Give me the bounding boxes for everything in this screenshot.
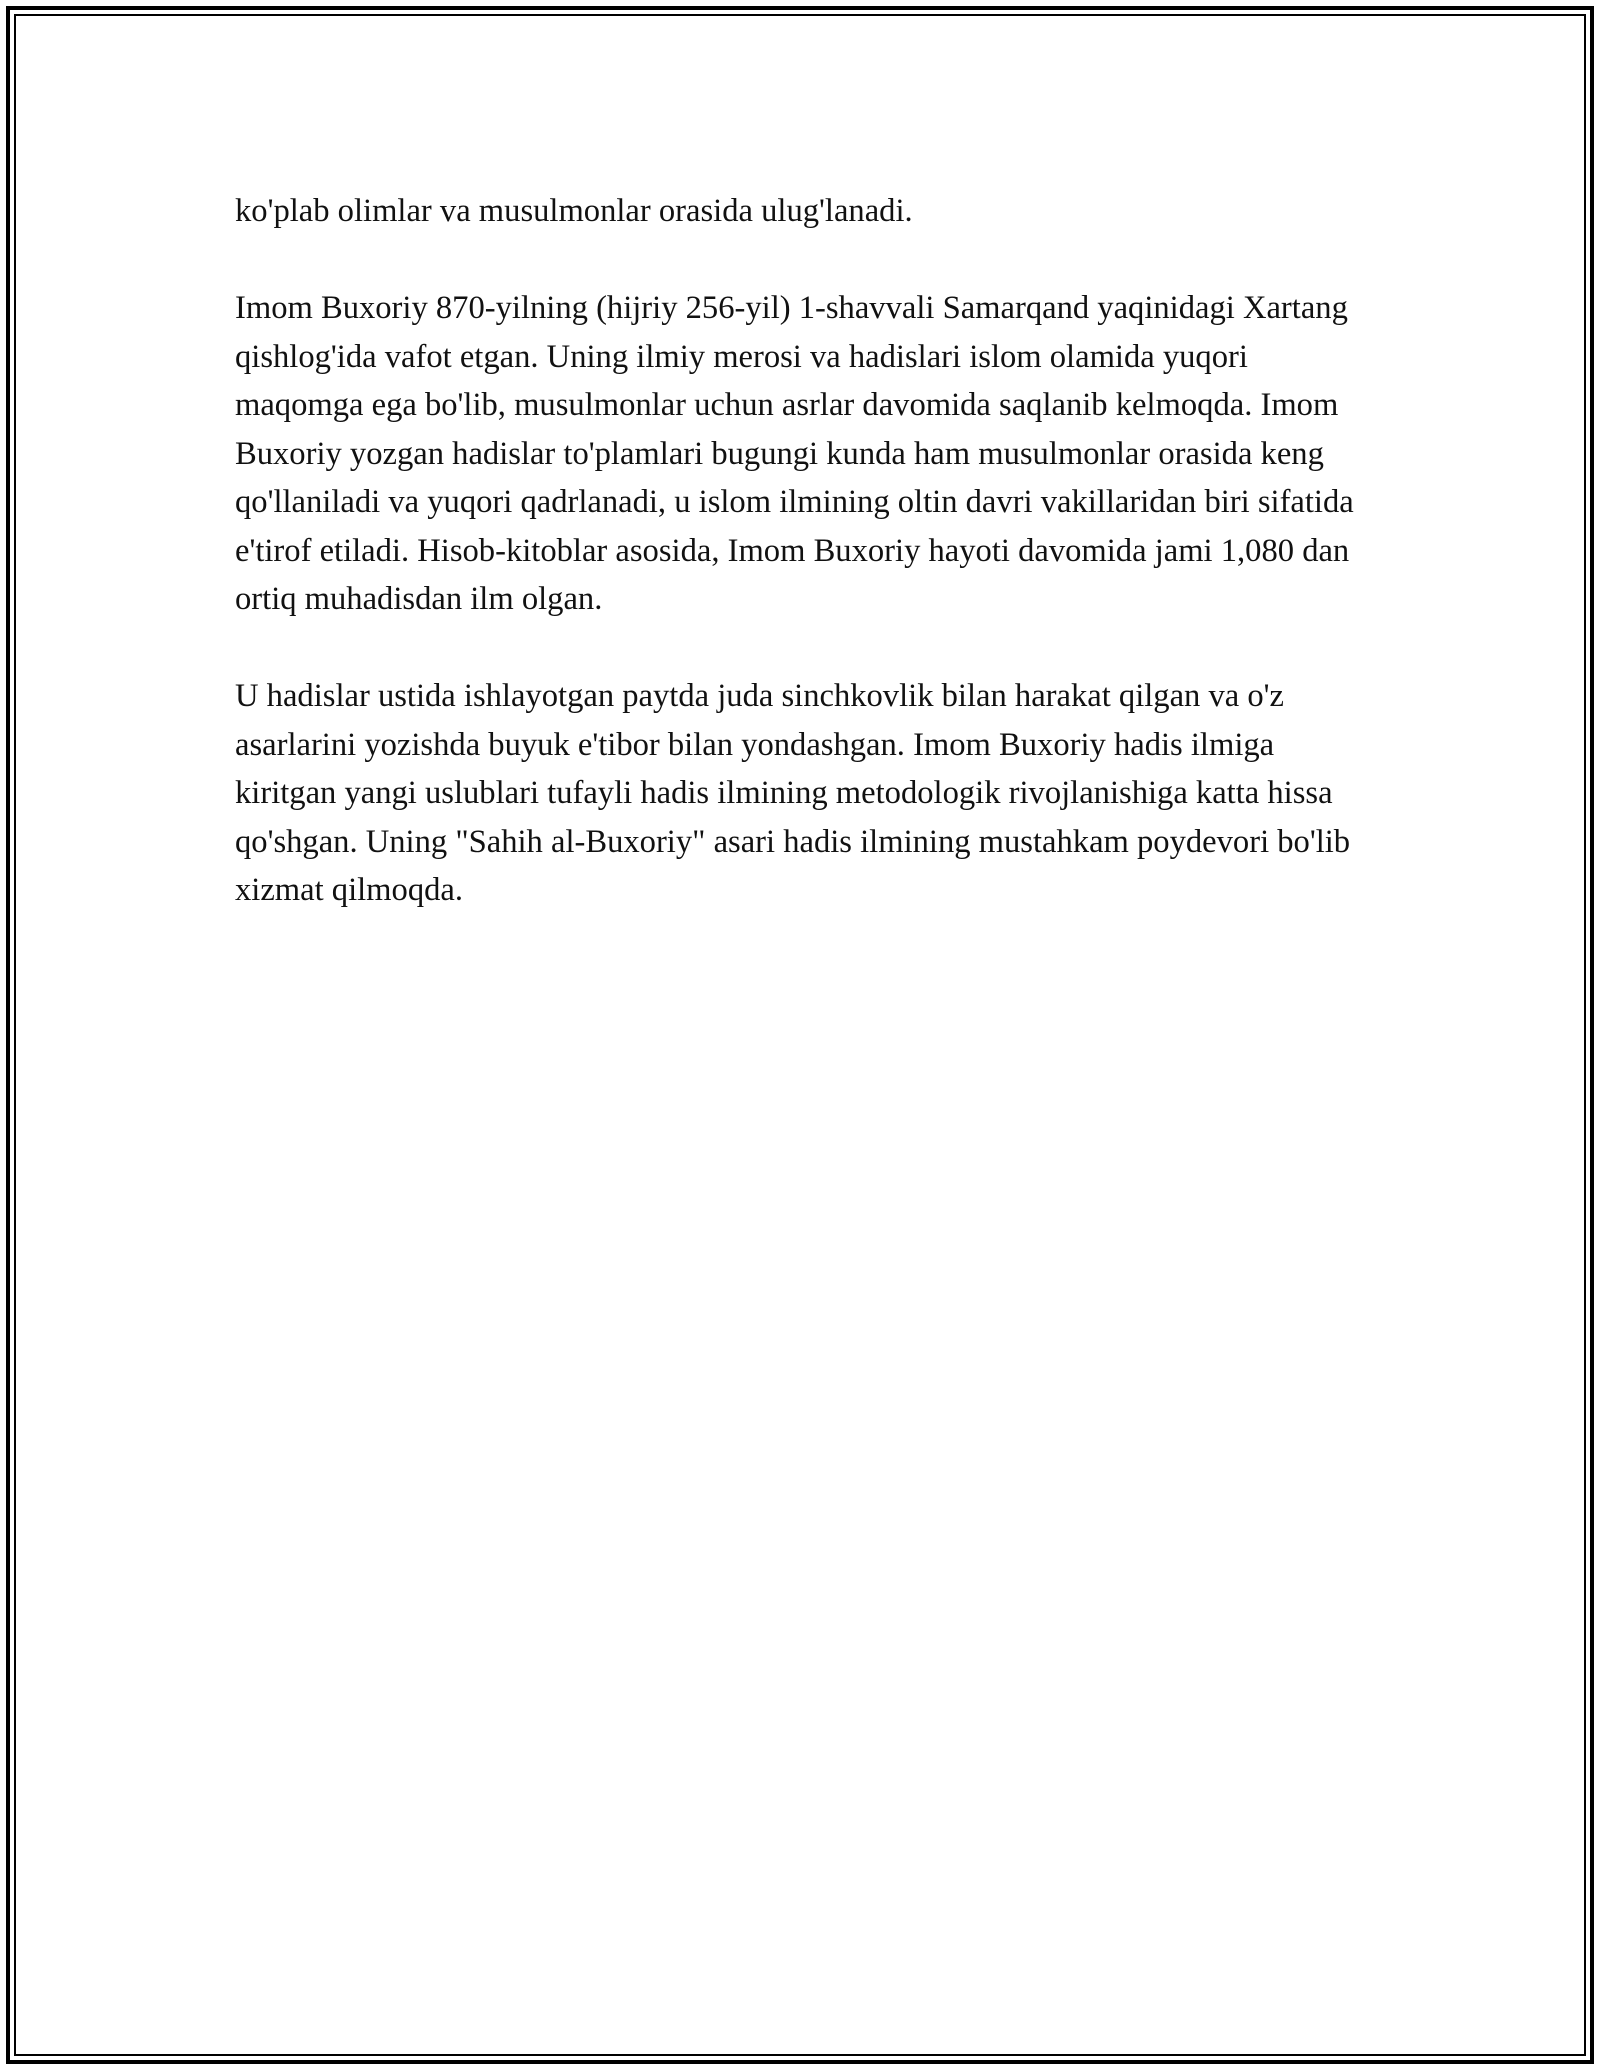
document-body (235, 187, 1375, 963)
paragraph-2: Imom Buxoriy 870-yilning (hijriy 256-yil) 1-shavvali Samarqand yaqinidagi Xartang qishlog'ida vafot etgan. Uning ilmiy merosi va hadislari islom olamida yuqori maqomga ega bo'lib, musulmonlar uchun asrlar davomida saqlanib kelmoqda. Imom Buxoriy yozgan hadislar to'plamlari bugungi kunda ham musulmonlar orasida keng qo'llaniladi va yuqori qadrlanadi, u islom ilmining oltin davri vakillaridan biri sifatida e'tirof etiladi. Hisob-kitoblar asosida, Imom Buxoriy hayoti davomida jami 1,080 dan ortiq muhadisdan ilm olgan. (235, 290, 1354, 617)
paragraph-1: ko'plab olimlar va musulmonlar orasida ulug'lanadi. (235, 193, 913, 229)
paragraph-3: U hadislar ustida ishlayotgan paytda juda sinchkovlik bilan harakat qilgan va o'z asarlarini yozishda buyuk e'tibor bilan yondashgan. Imom Buxoriy hadis ilmiga kiritgan yangi uslublari tufayli hadis ilmining metodologik rivojlanishiga katta hissa qo'shgan. Uning "Sahih al-Buxoriy" asari hadis ilmining mustahkam poydevori bo'lib xizmat qilmoqda. (235, 678, 1351, 908)
